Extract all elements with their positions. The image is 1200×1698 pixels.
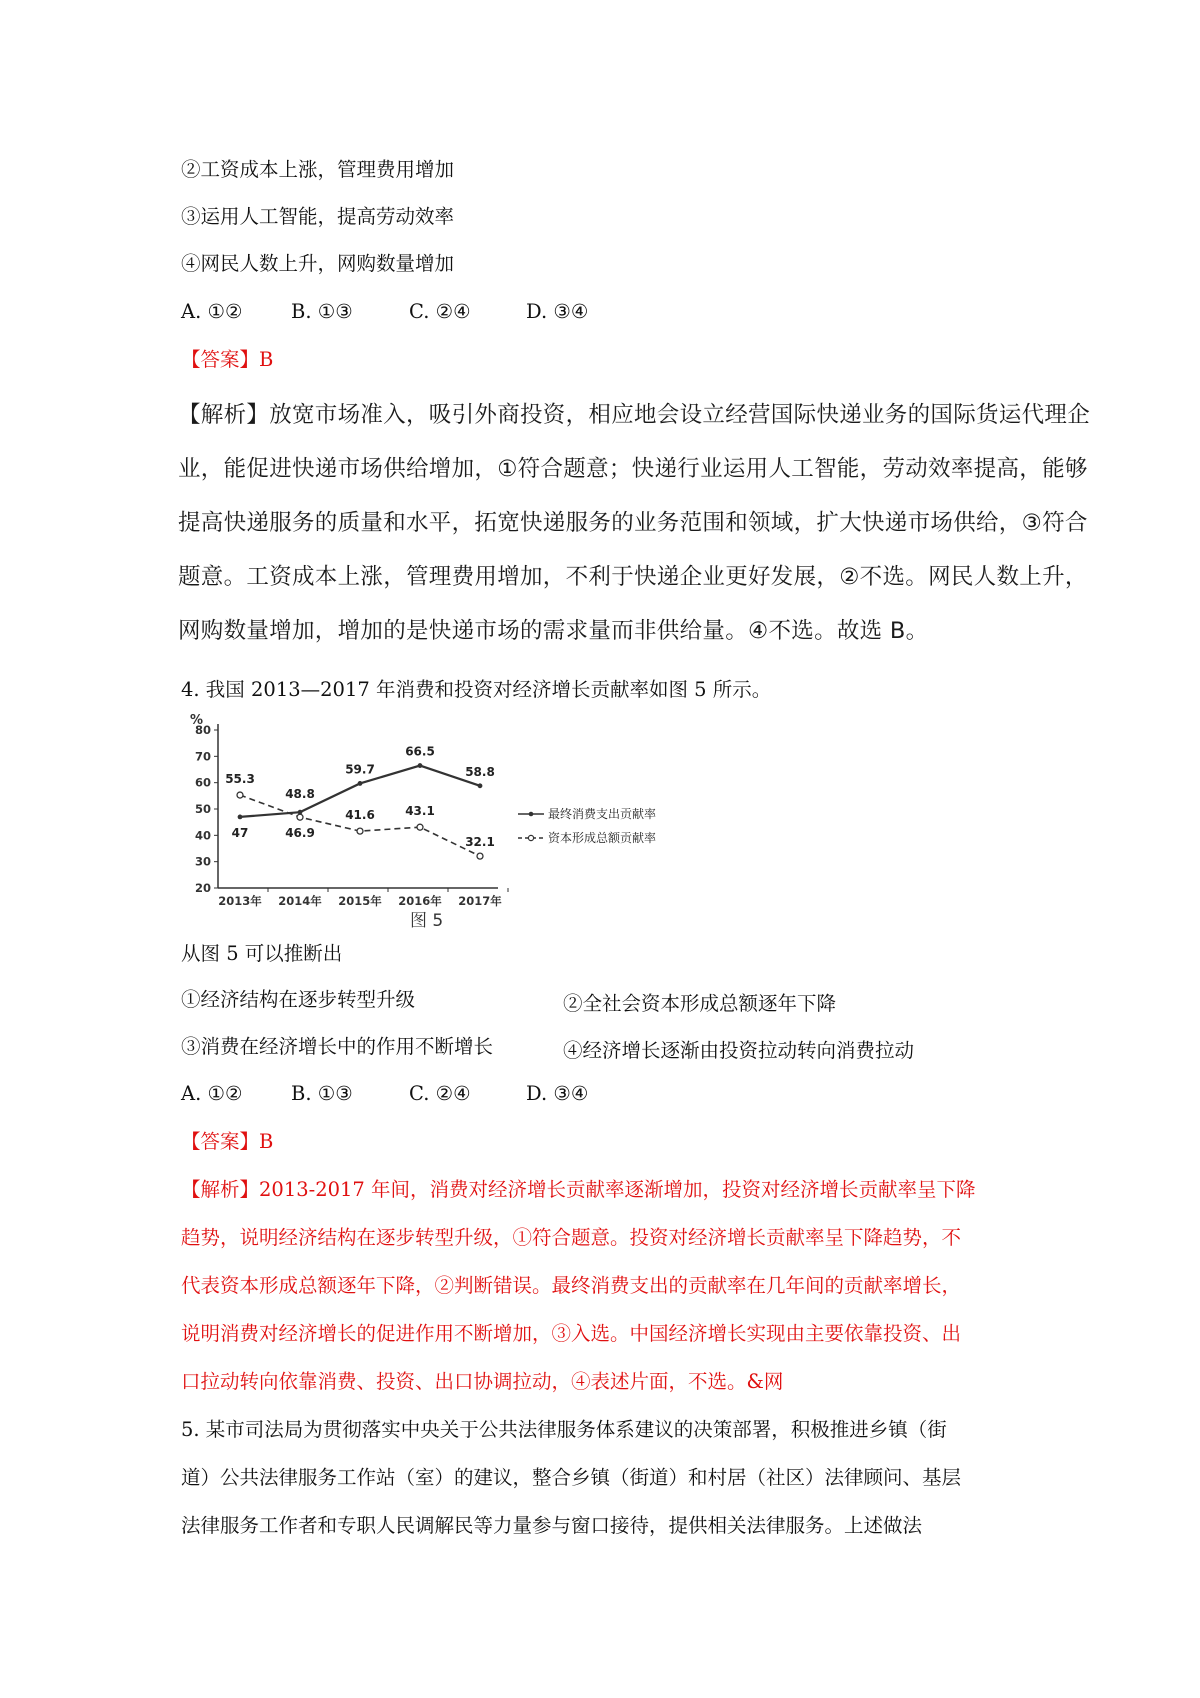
data-point <box>237 792 243 798</box>
y-axis-label: % <box>190 713 204 728</box>
x-tick-label: 2017年 <box>458 894 502 908</box>
q3-analysis-line-3: 提高快递服务的质量和水平，拓宽快递服务的业务范围和领域，扩大快递市场供给，③符合 <box>178 510 1088 536</box>
data-point <box>297 814 303 820</box>
q4-choices <box>181 1082 588 1105</box>
q4-option-1: ①经济结构在逐步转型升级 <box>181 988 416 1011</box>
q4-analysis-line-2: 趋势，说明经济结构在逐步转型升级，①符合题意。投资对经济增长贡献率呈下降趋势，不 <box>181 1226 962 1249</box>
q5-line-1: 5. 某市司法局为贯彻落实中央关于公共法律服务体系建议的决策部署，积极推进乡镇（街 <box>181 1418 947 1441</box>
q3-choice-c: C. ②④ <box>409 300 471 323</box>
q5-line-2: 道）公共法律服务工作站（室）的建议，整合乡镇（街道）和村居（社区）法律顾问、基层 <box>181 1466 962 1489</box>
q4-analysis-line-1: 【解析】2013-2017 年间，消费对经济增长贡献率逐渐增加，投资对经济增长贡献率呈下降 <box>181 1178 976 1201</box>
q3-analysis-line-4: 题意。工资成本上涨，管理费用增加，不利于快递企业更好发展，②不选。网民人数上升， <box>178 564 1088 590</box>
q3-choice-d: D. ③④ <box>526 300 589 323</box>
q3-option-2: ②工资成本上涨，管理费用增加 <box>181 158 455 181</box>
q4-choice-b: B. ①③ <box>291 1082 353 1105</box>
x-tick-label: 2014年 <box>278 894 322 908</box>
q4-choice-c: C. ②④ <box>409 1082 471 1105</box>
data-label: 55.3 <box>225 772 255 787</box>
y-tick-label: 20 <box>194 881 211 895</box>
q3-answer: 【答案】B <box>181 348 274 371</box>
data-point <box>357 828 363 834</box>
q3-option-4: ④网民人数上升，网购数量增加 <box>181 252 455 275</box>
data-label: 43.1 <box>405 804 435 819</box>
q4-option-4: ④经济增长逐渐由投资拉动转向消费拉动 <box>563 1039 915 1062</box>
data-point <box>477 853 483 859</box>
q4-stem: 4. 我国 2013—2017 年消费和投资对经济增长贡献率如图 5 所示。 <box>181 678 772 701</box>
q3-analysis-line-1: 【解析】放宽市场准入，吸引外商投资，相应地会设立经营国际快递业务的国际货运代理企 <box>178 402 1091 428</box>
y-tick-label: 40 <box>194 828 211 843</box>
x-tick-label: 2016年 <box>398 894 442 908</box>
x-tick-label: 2013年 <box>218 894 262 908</box>
data-point <box>358 781 363 786</box>
series-line-2 <box>240 795 480 856</box>
y-tick-label: 60 <box>194 775 211 790</box>
line-chart <box>188 712 708 912</box>
data-label: 66.5 <box>405 744 435 759</box>
q4-choice-d: D. ③④ <box>526 1082 589 1105</box>
data-point <box>478 783 483 788</box>
legend-label: 资本形成总额贡献率 <box>548 831 657 845</box>
y-tick-label: 50 <box>194 802 211 816</box>
q5-line-3: 法律服务工作者和专职人民调解民等力量参与窗口接待，提供相关法律服务。上述做法 <box>181 1514 923 1537</box>
q4-analysis-line-4: 说明消费对经济增长的促进作用不断增加，③入选。中国经济增长实现由主要依靠投资、出 <box>181 1322 962 1345</box>
q4-option-3: ③消费在经济增长中的作用不断增长 <box>181 1035 494 1058</box>
x-tick-label: 2015年 <box>338 894 382 908</box>
q4-answer: 【答案】B <box>181 1130 274 1153</box>
legend-marker <box>529 812 534 817</box>
chart <box>188 712 708 932</box>
figure-caption: 图 5 <box>410 911 444 931</box>
q3-analysis-line-2: 业，能促进快递市场供给增加，①符合题意；快递行业运用人工智能，劳动效率提高，能够 <box>178 456 1088 482</box>
q3-option-3: ③运用人工智能，提高劳动效率 <box>181 205 455 228</box>
data-label: 47 <box>231 825 249 840</box>
q4-prompt: 从图 5 可以推断出 <box>181 942 343 965</box>
q4-analysis-line-3: 代表资本形成总额逐年下降，②判断错误。最终消费支出的贡献率在几年间的贡献率增长， <box>181 1274 962 1297</box>
data-label: 32.1 <box>465 835 495 850</box>
data-label: 41.6 <box>345 808 375 823</box>
q4-analysis-line-5: 口拉动转向依靠消费、投资、出口协调拉动，④表述片面，不选。&网 <box>181 1370 784 1393</box>
q3-analysis-line-5: 网购数量增加，增加的是快递市场的需求量而非供给量。④不选。故选 B。 <box>178 618 929 644</box>
q3-choice-b: B. ①③ <box>291 300 353 323</box>
data-point <box>418 763 423 768</box>
q4-choice-a: A. ①② <box>181 1082 243 1105</box>
data-point <box>238 815 243 820</box>
y-tick-label: 30 <box>194 854 211 869</box>
y-tick-label: 80 <box>194 723 211 737</box>
data-point <box>417 824 423 830</box>
q3-choices <box>181 300 588 323</box>
q4-option-2: ②全社会资本形成总额逐年下降 <box>563 992 837 1015</box>
q3-choice-a: A. ①② <box>181 300 243 323</box>
y-tick-label: 70 <box>194 749 211 764</box>
data-label: 48.8 <box>285 787 315 802</box>
data-label: 59.7 <box>345 762 375 777</box>
legend-marker <box>528 835 533 840</box>
data-label: 46.9 <box>285 826 315 841</box>
data-label: 58.8 <box>465 764 495 779</box>
legend-label: 最终消费支出贡献率 <box>548 807 657 821</box>
